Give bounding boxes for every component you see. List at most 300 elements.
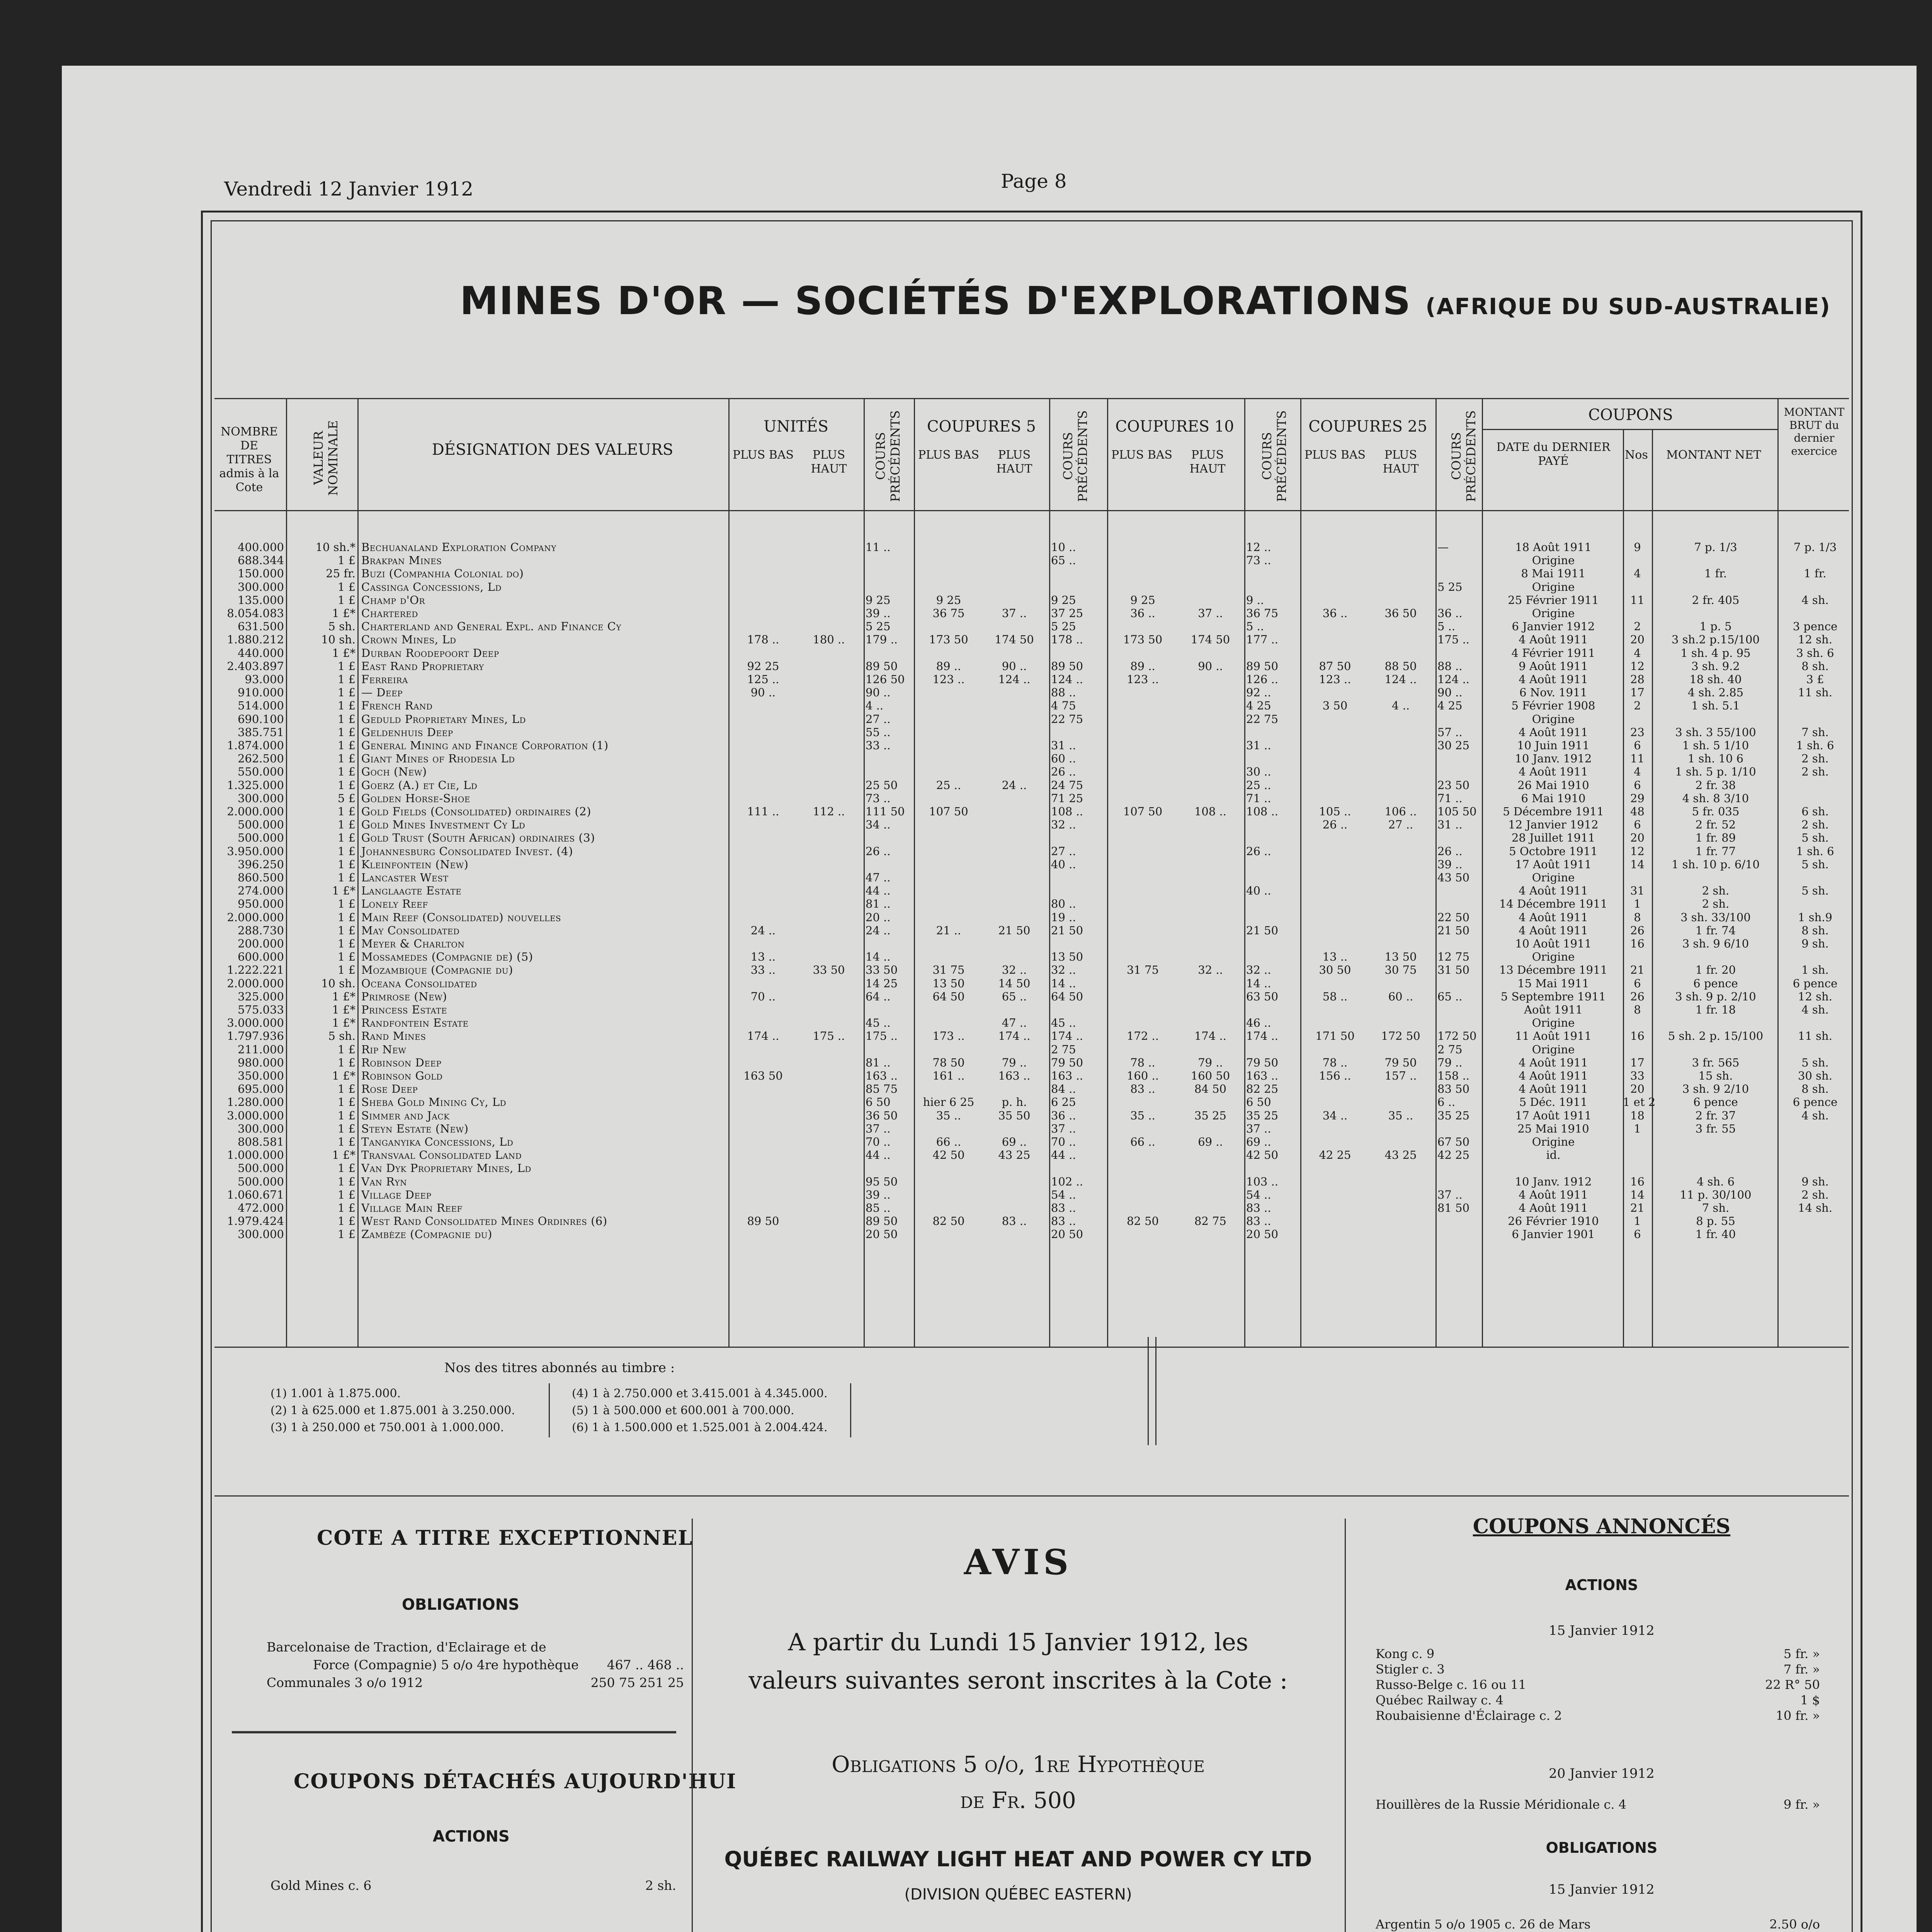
cell-v: 1 £ xyxy=(337,937,355,950)
cell-brut: 9 sh. xyxy=(1801,1175,1829,1188)
cell-name: Randfontein Estate xyxy=(361,1016,469,1030)
cell-brut: 1 sh.9 xyxy=(1798,910,1832,924)
cell-n: 300.000 xyxy=(238,580,284,594)
cell-name: West Rand Consolidated Mines Ordinres (6) xyxy=(361,1214,607,1228)
cell-date: Origine xyxy=(1532,712,1575,726)
cell-v: 1 £ xyxy=(337,871,355,884)
cell-date: 28 Juillet 1911 xyxy=(1511,831,1595,845)
cell-c5b: 35 50 xyxy=(998,1109,1031,1122)
cell-name: Gold Fields (Consolidated) ordinaires (2) xyxy=(361,805,591,818)
table-top-rule xyxy=(214,398,1849,399)
cell-date: 17 Août 1911 xyxy=(1515,1109,1592,1122)
cell-brut: 3 pence xyxy=(1793,620,1838,633)
cell-date: 6 Janvier 1912 xyxy=(1512,620,1595,633)
cell-date: Origine xyxy=(1532,1135,1575,1148)
cell-n: 910.000 xyxy=(238,686,284,699)
cell-c10p: 31 .. xyxy=(1246,739,1271,752)
cell-c5p: 40 .. xyxy=(1051,857,1076,871)
cell-c0: 81 .. xyxy=(866,897,891,911)
cell-n: 1.880.212 xyxy=(227,633,284,646)
cell-brut: 1 sh. xyxy=(1801,963,1829,977)
table-row xyxy=(0,779,1855,791)
cell-date: 12 Janvier 1912 xyxy=(1508,818,1599,832)
cell-no: 4 xyxy=(1634,646,1641,660)
cell-date: 4 Août 1911 xyxy=(1519,1201,1588,1214)
cell-c5p: 37 25 xyxy=(1051,607,1083,620)
cell-c25b: 157 .. xyxy=(1384,1069,1417,1082)
cell-c25p: 26 .. xyxy=(1437,844,1463,858)
cell-no: 20 xyxy=(1630,831,1645,845)
cell-v: 5 sh. xyxy=(328,1029,355,1043)
cell-v: 1 £ xyxy=(337,1095,355,1109)
cell-no: 12 xyxy=(1630,844,1645,858)
cell-name: — Deep xyxy=(361,686,403,699)
cell-c25p: 31 .. xyxy=(1437,818,1463,832)
col-cours-prec-3: COURS PRÉCÉDENTS xyxy=(1260,410,1289,502)
cell-c0: 33 .. xyxy=(866,739,891,752)
cell-brut: 5 sh. xyxy=(1801,1056,1829,1069)
cell-v: 1 £ xyxy=(337,1228,355,1241)
cell-date: 4 Août 1911 xyxy=(1519,1188,1588,1201)
cell-v: 1 £ xyxy=(337,765,355,779)
cell-brut: 11 sh. xyxy=(1798,686,1832,699)
cell-name: Steyn Estate (New) xyxy=(361,1122,469,1135)
cell-v: 1 £* xyxy=(332,607,355,620)
cell-c10p: 21 50 xyxy=(1246,923,1279,937)
table-row xyxy=(0,818,1855,831)
cell-net: 3 fr. 565 xyxy=(1692,1056,1740,1069)
cell-c5p: 83 .. xyxy=(1051,1201,1076,1214)
cell-brut: 12 sh. xyxy=(1798,990,1832,1003)
table-row xyxy=(0,581,1855,593)
cell-c10p: 82 25 xyxy=(1246,1082,1279,1096)
col-designation: DÉSIGNATION DES VALEURS xyxy=(432,441,673,459)
cell-c0: 24 .. xyxy=(866,923,891,937)
cote-line-3: Communales 3 o/o 1912 xyxy=(267,1675,423,1690)
cell-name: Oceana Consolidated xyxy=(361,976,477,990)
cell-net: 8 p. 55 xyxy=(1696,1214,1735,1228)
cell-c10a: 123 .. xyxy=(1126,673,1159,686)
cell-name: Transvaal Consolidated Land xyxy=(361,1148,522,1162)
cell-c5p: 79 50 xyxy=(1051,1056,1083,1069)
cell-c5p: 88 .. xyxy=(1051,686,1076,699)
cell-c25p: 67 50 xyxy=(1437,1135,1470,1148)
cell-c5b: 21 50 xyxy=(998,923,1031,937)
cell-c25b: 43 25 xyxy=(1384,1148,1417,1162)
cell-n: 550.000 xyxy=(238,765,284,779)
coupons-annonces-title: COUPONS ANNONCÉS xyxy=(1473,1515,1731,1538)
list-item-value: 22 R° 50 xyxy=(1765,1677,1820,1692)
cell-c5a: 25 .. xyxy=(936,778,961,792)
cell-c5p: 9 25 xyxy=(1051,593,1076,607)
cell-c5p: 27 .. xyxy=(1051,844,1076,858)
cell-brut: 14 sh. xyxy=(1798,1201,1832,1214)
cell-net: 5 fr. 035 xyxy=(1692,805,1740,818)
cell-name: Geldenhuis Deep xyxy=(361,725,453,739)
cell-c0: 175 .. xyxy=(866,1029,898,1043)
cell-c10p: 163 .. xyxy=(1246,1069,1279,1082)
col-c5-haut: PLUS HAUT xyxy=(996,448,1032,476)
cell-v: 1 £ xyxy=(337,673,355,686)
cell-no: 11 xyxy=(1630,752,1645,765)
table-row xyxy=(0,871,1855,884)
cell-u1: 33 .. xyxy=(750,963,776,977)
table-row xyxy=(0,1215,1855,1227)
cell-v: 1 £ xyxy=(337,923,355,937)
cell-name: Gold Mines Investment Cy Ld xyxy=(361,818,526,832)
col-montant-net: MONTANT NET xyxy=(1666,448,1761,462)
cell-name: Lancaster West xyxy=(361,871,449,884)
cell-u1: 24 .. xyxy=(750,923,776,937)
title-sub: (AFRIQUE DU SUD-AUSTRALIE) xyxy=(1425,293,1831,320)
cell-c10b: 32 .. xyxy=(1198,963,1223,977)
cell-brut: 5 sh. xyxy=(1801,857,1829,871)
cell-c5a: 13 50 xyxy=(932,976,965,990)
cell-brut: 3 sh. 6 xyxy=(1796,646,1834,660)
cell-name: Charterland and General Expl. and Finance Cy xyxy=(361,620,622,633)
cell-n: 3.000.000 xyxy=(227,1109,284,1122)
cell-name: Giant Mines of Rhodesia Ld xyxy=(361,752,515,765)
cell-date: 17 Août 1911 xyxy=(1515,857,1592,871)
cell-c0: 33 50 xyxy=(866,963,898,977)
cell-c25p: 79 .. xyxy=(1437,1056,1463,1069)
cell-n: 150.000 xyxy=(238,567,284,580)
cell-u2: 175 .. xyxy=(813,1029,845,1043)
cell-c5p: 163 .. xyxy=(1051,1069,1083,1082)
cell-c10b: 174 .. xyxy=(1194,1029,1226,1043)
cell-name: Champ d'Or xyxy=(361,593,425,607)
table-row xyxy=(0,898,1855,910)
cell-n: 1.874.000 xyxy=(227,739,284,752)
table-row xyxy=(0,911,1855,923)
cell-c10p: 63 50 xyxy=(1246,990,1279,1003)
cote-exceptionnel-body xyxy=(267,1638,684,1692)
annonces-list-3 xyxy=(1376,1917,1820,1932)
cell-c5a: 66 .. xyxy=(936,1135,961,1148)
cell-no: 6 xyxy=(1634,778,1641,792)
cell-no: 8 xyxy=(1634,910,1641,924)
cell-c10a: 172 .. xyxy=(1126,1029,1159,1043)
cell-date: 6 Janvier 1901 xyxy=(1512,1228,1595,1241)
cell-c5b: 163 .. xyxy=(998,1069,1031,1082)
cell-n: 288.730 xyxy=(238,923,284,937)
table-row xyxy=(0,554,1855,566)
cell-c25a: 30 50 xyxy=(1319,963,1351,977)
cell-c0: 47 .. xyxy=(866,871,891,884)
list-item-value: 2.50 o/o xyxy=(1769,1917,1820,1932)
cell-brut: 5 sh. xyxy=(1801,831,1829,845)
cell-c0: 26 .. xyxy=(866,844,891,858)
note-5: (5) 1 à 500.000 et 600.001 à 700.000. xyxy=(572,1404,794,1417)
cell-c0: 9 25 xyxy=(866,593,891,607)
cell-c5p: 2 75 xyxy=(1051,1043,1076,1056)
cell-v: 1 £* xyxy=(332,884,355,898)
cell-date: 5 Février 1908 xyxy=(1511,699,1595,713)
cell-n: 400.000 xyxy=(238,541,284,554)
cell-net: 2 sh. xyxy=(1702,897,1730,911)
cell-name: Van Dyk Proprietary Mines, Ld xyxy=(361,1162,531,1175)
cell-net: 7 sh. xyxy=(1702,1201,1730,1214)
cell-n: 950.000 xyxy=(238,897,284,911)
annonces-date-3: 15 Janvier 1912 xyxy=(1549,1882,1655,1897)
cell-c0: 5 25 xyxy=(866,620,891,633)
cell-name: Meyer & Charlton xyxy=(361,937,465,950)
cell-net: 3 sh. 9 2/10 xyxy=(1682,1082,1749,1096)
cell-net: 15 sh. xyxy=(1698,1069,1733,1082)
cell-brut: 2 sh. xyxy=(1801,752,1829,765)
cell-name: Brakpan Mines xyxy=(361,554,442,567)
cell-c10b: 35 25 xyxy=(1194,1109,1227,1122)
cell-c5b: 90 .. xyxy=(1002,659,1027,673)
cell-name: Lonely Reef xyxy=(361,897,428,911)
cell-date: 15 Mai 1911 xyxy=(1517,976,1589,990)
cell-net: 3 fr. 55 xyxy=(1695,1122,1736,1135)
cell-v: 1 £* xyxy=(332,1003,355,1016)
cell-date: 25 Février 1911 xyxy=(1508,593,1599,607)
note-3: (3) 1 à 250.000 et 750.001 à 1.000.000. xyxy=(270,1421,504,1434)
table-row xyxy=(0,1030,1855,1042)
table-row xyxy=(0,977,1855,990)
table-row xyxy=(0,951,1855,963)
cell-v: 1 £ xyxy=(337,593,355,607)
cell-brut: 9 sh. xyxy=(1801,937,1829,950)
list-item xyxy=(1376,1662,1820,1677)
list-item-name: Argentin 5 o/o 1905 c. 26 de Mars xyxy=(1376,1917,1591,1932)
cell-v: 1 £ xyxy=(337,1214,355,1228)
cell-v: 1 £ xyxy=(337,712,355,726)
cell-c5a: 35 .. xyxy=(936,1109,961,1122)
cell-c0: 111 50 xyxy=(866,805,905,818)
cell-u1: 174 .. xyxy=(747,1029,779,1043)
cell-no: 9 xyxy=(1634,541,1641,554)
cell-net: 4 sh. 2.85 xyxy=(1687,686,1744,699)
cell-c0: 45 .. xyxy=(866,1016,891,1030)
cell-v: 1 £ xyxy=(337,1043,355,1056)
cell-c0: 81 .. xyxy=(866,1056,891,1069)
cell-date: 10 Août 1911 xyxy=(1515,937,1592,950)
cell-n: 200.000 xyxy=(238,937,284,950)
cell-name: Princess Estate xyxy=(361,1003,447,1016)
col-coupures10: COUPURES 10 xyxy=(1115,418,1234,435)
cell-v: 1 £ xyxy=(337,686,355,699)
cell-c0: 4 .. xyxy=(866,699,884,713)
cell-c5p: 178 .. xyxy=(1051,633,1083,646)
cell-no: 21 xyxy=(1630,1201,1645,1214)
cell-n: 350.000 xyxy=(238,1069,284,1082)
list-item-name: Québec Railway c. 4 xyxy=(1376,1693,1504,1708)
cell-c0: 39 .. xyxy=(866,1188,891,1201)
table-row xyxy=(0,686,1855,699)
table-row xyxy=(0,1043,1855,1056)
table-row xyxy=(0,1070,1855,1082)
cell-brut: 6 sh. xyxy=(1801,805,1829,818)
col-c5-bas: PLUS BAS xyxy=(918,448,980,462)
cell-c5b: 65 .. xyxy=(1002,990,1027,1003)
cell-c10p: 14 .. xyxy=(1246,976,1271,990)
cell-c25b: 88 50 xyxy=(1384,659,1417,673)
cell-c25a: 171 50 xyxy=(1315,1029,1355,1043)
cell-name: Crown Mines, Ld xyxy=(361,633,456,646)
cell-net: 3 sh. 33/100 xyxy=(1680,910,1751,924)
cell-n: 135.000 xyxy=(238,593,284,607)
coupons-detaches-line xyxy=(270,1878,676,1893)
cell-net: 1 fr. 20 xyxy=(1695,963,1736,977)
cell-v: 25 fr. xyxy=(326,567,355,580)
cell-c5p: 37 .. xyxy=(1051,1122,1076,1135)
cell-c5a: 173 .. xyxy=(932,1029,965,1043)
cell-c25p: 105 50 xyxy=(1437,805,1477,818)
cell-c25a: 58 .. xyxy=(1322,990,1348,1003)
cell-c25a: 156 .. xyxy=(1319,1069,1351,1082)
col-montant-brut: MONTANT BRUT du dernier exercice xyxy=(1784,406,1845,457)
cell-c5b: 43 25 xyxy=(998,1148,1031,1162)
cell-u1: 111 .. xyxy=(747,805,779,818)
table-row xyxy=(0,673,1855,685)
cell-c5p: 20 50 xyxy=(1051,1228,1083,1241)
cell-c5p: 60 .. xyxy=(1051,752,1076,765)
cell-c25p: 42 25 xyxy=(1437,1148,1470,1162)
cell-c25p: 83 50 xyxy=(1437,1082,1470,1096)
cell-no: 4 xyxy=(1634,765,1641,779)
cell-c10p: 32 .. xyxy=(1246,963,1271,977)
cell-date: 4 Août 1911 xyxy=(1519,673,1588,686)
cell-c25b: 172 50 xyxy=(1381,1029,1420,1043)
cell-c10p: 22 75 xyxy=(1246,712,1279,726)
cell-c25p: 31 50 xyxy=(1437,963,1470,977)
cell-v: 1 £ xyxy=(337,897,355,911)
cell-c25p: 22 50 xyxy=(1437,910,1470,924)
table-row xyxy=(0,990,1855,1003)
col-coupons: COUPONS xyxy=(1588,406,1673,424)
cell-c5p: 64 50 xyxy=(1051,990,1083,1003)
cell-c0: 27 .. xyxy=(866,712,891,726)
cell-no: 18 xyxy=(1630,1109,1645,1122)
cote-line-2: Force (Compagnie) 5 o/o 4re hypothèque xyxy=(313,1657,579,1672)
cell-net: 1 fr. 89 xyxy=(1695,831,1736,845)
cell-c5p: 36 .. xyxy=(1051,1109,1076,1122)
table-row xyxy=(0,1056,1855,1069)
cell-c25p: 65 .. xyxy=(1437,990,1463,1003)
cell-no: 16 xyxy=(1630,937,1645,950)
cell-c0: 89 50 xyxy=(866,1214,898,1228)
cell-brut: 3 £ xyxy=(1806,673,1824,686)
table-row xyxy=(0,765,1855,778)
cell-c0: 73 .. xyxy=(866,791,891,805)
cell-c0: 85 .. xyxy=(866,1201,891,1214)
table-row xyxy=(0,1175,1855,1188)
cell-date: 9 Août 1911 xyxy=(1519,659,1588,673)
cell-n: 1.060.671 xyxy=(227,1188,284,1201)
cell-c25p: 158 .. xyxy=(1437,1069,1470,1082)
col-cours-prec-2: COURS PRÉCÉDENTS xyxy=(1061,410,1090,502)
cell-n: 860.500 xyxy=(238,871,284,884)
cell-c5b: 83 .. xyxy=(1002,1214,1027,1228)
cell-c5p: 31 .. xyxy=(1051,739,1076,752)
col-valeur: VALEUR NOMINALE xyxy=(311,420,340,496)
cell-no: 6 xyxy=(1634,818,1641,832)
cell-no: 48 xyxy=(1630,805,1645,818)
cell-c5p: 65 .. xyxy=(1051,554,1076,567)
cell-c25p: 35 25 xyxy=(1437,1109,1470,1122)
cell-c5p: 32 .. xyxy=(1051,818,1076,832)
cell-c5a: 31 75 xyxy=(932,963,965,977)
cell-c0: 64 .. xyxy=(866,990,891,1003)
cell-name: Goerz (A.) et Cie, Ld xyxy=(361,778,478,792)
cell-v: 1 £ xyxy=(337,805,355,818)
annonces-actions: ACTIONS xyxy=(1565,1577,1638,1594)
cell-c10a: 66 .. xyxy=(1130,1135,1155,1148)
annonces-list-2 xyxy=(1376,1797,1820,1812)
table-row xyxy=(0,1096,1855,1108)
cell-net: 11 p. 30/100 xyxy=(1680,1188,1752,1201)
cell-name: Ferreira xyxy=(361,673,408,686)
cell-c10p: 89 50 xyxy=(1246,659,1279,673)
cell-c0: 20 50 xyxy=(866,1228,898,1241)
cell-c5b: 32 .. xyxy=(1002,963,1027,977)
cell-no: 16 xyxy=(1630,1175,1645,1188)
cell-c25p: 2 75 xyxy=(1437,1043,1463,1056)
cell-v: 1 £ xyxy=(337,554,355,567)
cell-date: 6 Mai 1910 xyxy=(1521,791,1586,805)
cell-net: 3 sh. 9.2 xyxy=(1691,659,1740,673)
cell-c5p: 24 75 xyxy=(1051,778,1083,792)
list-item-value: 1 $ xyxy=(1800,1693,1820,1708)
cote-line-1: Barcelonaise de Traction, d'Eclairage et de xyxy=(267,1639,546,1655)
cell-c5b: 79 .. xyxy=(1002,1056,1027,1069)
page-number: Page 8 xyxy=(1001,170,1067,192)
cell-name: General Mining and Finance Corporation (1) xyxy=(361,739,609,752)
table-row xyxy=(0,1003,1855,1016)
col-cours-prec-1: COURS PRÉCÉDENTS xyxy=(873,410,903,502)
cell-date: 4 Février 1911 xyxy=(1511,646,1595,660)
list-item-value: 10 fr. » xyxy=(1776,1708,1820,1723)
cell-no: 8 xyxy=(1634,1003,1641,1016)
cell-v: 1 £ xyxy=(337,857,355,871)
cell-net: 3 sh. 3 55/100 xyxy=(1675,725,1756,739)
cell-v: 5 £ xyxy=(337,791,355,805)
cell-c10a: 89 .. xyxy=(1130,659,1155,673)
table-row xyxy=(0,884,1855,897)
avis-line-4: de Fr. 500 xyxy=(960,1787,1076,1813)
avis-title: AVIS xyxy=(964,1542,1073,1583)
cell-v: 1 £* xyxy=(332,1016,355,1030)
cell-c5p: 84 .. xyxy=(1051,1082,1076,1096)
cell-n: 631.500 xyxy=(238,620,284,633)
cell-name: East Rand Proprietary xyxy=(361,659,484,673)
cell-c10p: 4 25 xyxy=(1246,699,1271,713)
cell-c10a: 36 .. xyxy=(1130,607,1155,620)
table-row xyxy=(0,1189,1855,1201)
cell-c0: 126 50 xyxy=(866,673,905,686)
cell-name: Robinson Deep xyxy=(361,1056,442,1069)
cell-c0: 44 .. xyxy=(866,1148,891,1162)
cell-c10p: 20 50 xyxy=(1246,1228,1279,1241)
cell-c10a: 78 .. xyxy=(1130,1056,1155,1069)
cell-brut: 5 sh. xyxy=(1801,884,1829,898)
cell-brut: 11 sh. xyxy=(1798,1029,1832,1043)
cell-n: 440.000 xyxy=(238,646,284,660)
cell-c0: 14 .. xyxy=(866,950,891,964)
list-item xyxy=(1376,1917,1820,1932)
cell-c10p: 83 .. xyxy=(1246,1201,1271,1214)
cell-v: 10 sh.* xyxy=(315,541,355,554)
cell-u1: 89 50 xyxy=(747,1214,779,1228)
cell-name: Village Main Reef xyxy=(361,1201,463,1214)
cell-c25p: 71 .. xyxy=(1437,791,1463,805)
table-row xyxy=(0,620,1855,633)
cell-c5p: 54 .. xyxy=(1051,1188,1076,1201)
cell-c10p: 73 .. xyxy=(1246,554,1271,567)
